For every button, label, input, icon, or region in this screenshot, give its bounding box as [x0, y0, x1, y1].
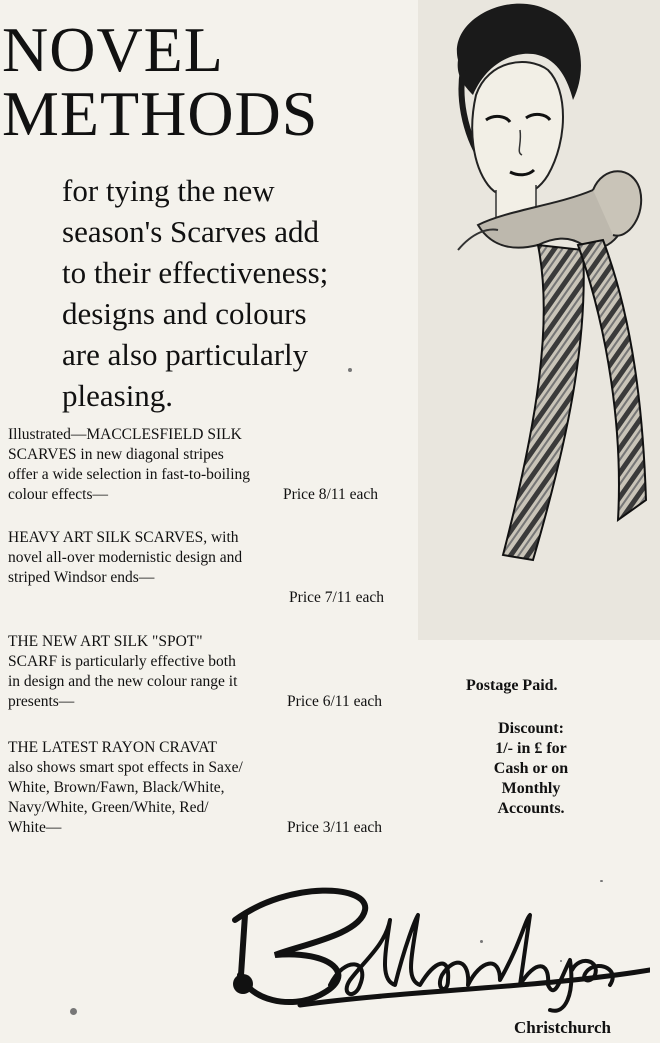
item-text-line: also shows smart spot effects in Saxe/: [8, 759, 243, 776]
discount-line: Monthly: [501, 780, 561, 797]
item-price: Price 7/11 each: [289, 589, 384, 606]
woman-with-scarf-illustration: [418, 0, 660, 640]
product-macclesfield-silk-scarves: [8, 425, 384, 505]
item-text-line: Navy/White, Green/White, Red/: [8, 799, 209, 816]
discount-note: [466, 719, 596, 819]
headline-line-1: NOVEL: [2, 14, 224, 85]
item-text-line: HEAVY ART SILK SCARVES, with: [8, 529, 239, 546]
intro-line: pleasing.: [62, 378, 174, 413]
item-last-line: [8, 485, 384, 505]
item-text-line: SCARVES in new diagonal stripes: [8, 446, 224, 463]
product-rayon-cravat: [8, 738, 384, 838]
discount-line: Discount:: [498, 720, 564, 737]
item-text-line: Illustrated—MACCLESFIELD SILK: [8, 426, 242, 443]
item-last-line: [8, 818, 384, 838]
intro-paragraph: [62, 170, 402, 416]
item-text-line: offer a wide selection in fast-to-boiling: [8, 466, 251, 483]
item-price: Price 8/11 each: [283, 486, 378, 503]
discount-line: Accounts.: [497, 800, 565, 817]
intro-line: designs and colours: [62, 296, 307, 331]
product-heavy-art-silk-scarves: [8, 528, 384, 608]
item-text-line: White, Brown/Fawn, Black/White,: [8, 779, 225, 796]
product-art-silk-spot-scarf: [8, 632, 384, 712]
item-text-line: in design and the new colour range it: [8, 673, 238, 690]
location-christchurch: Christchurch: [514, 1018, 611, 1037]
postage-note: Postage Paid.: [466, 677, 558, 694]
item-last-line: [8, 692, 384, 712]
intro-line: are also particularly: [62, 337, 309, 372]
discount-line: Cash or on: [493, 760, 569, 777]
item-text-line: White—: [8, 819, 62, 836]
headline-line-2: METHODS: [2, 78, 319, 149]
intro-line: season's Scarves add: [62, 214, 319, 249]
item-text-line: THE LATEST RAYON CRAVAT: [8, 739, 218, 756]
intro-line: for tying the new: [62, 173, 275, 208]
headline: [2, 14, 319, 149]
item-price: Price 3/11 each: [287, 819, 382, 836]
ballantynes-signature-logo: [180, 860, 650, 1020]
intro-line: to their effectiveness;: [62, 255, 329, 290]
item-text-line: SCARF is particularly effective both: [8, 653, 236, 670]
item-text-line: novel all-over modernistic design and: [8, 549, 243, 566]
discount-line: 1/- in £ for: [495, 740, 567, 757]
item-text-line: presents—: [8, 693, 75, 710]
item-text-line: THE NEW ART SILK "SPOT": [8, 633, 203, 650]
item-price: Price 6/11 each: [287, 693, 382, 710]
item-text-line: colour effects—: [8, 486, 108, 503]
item-text-line: striped Windsor ends—: [8, 569, 155, 586]
